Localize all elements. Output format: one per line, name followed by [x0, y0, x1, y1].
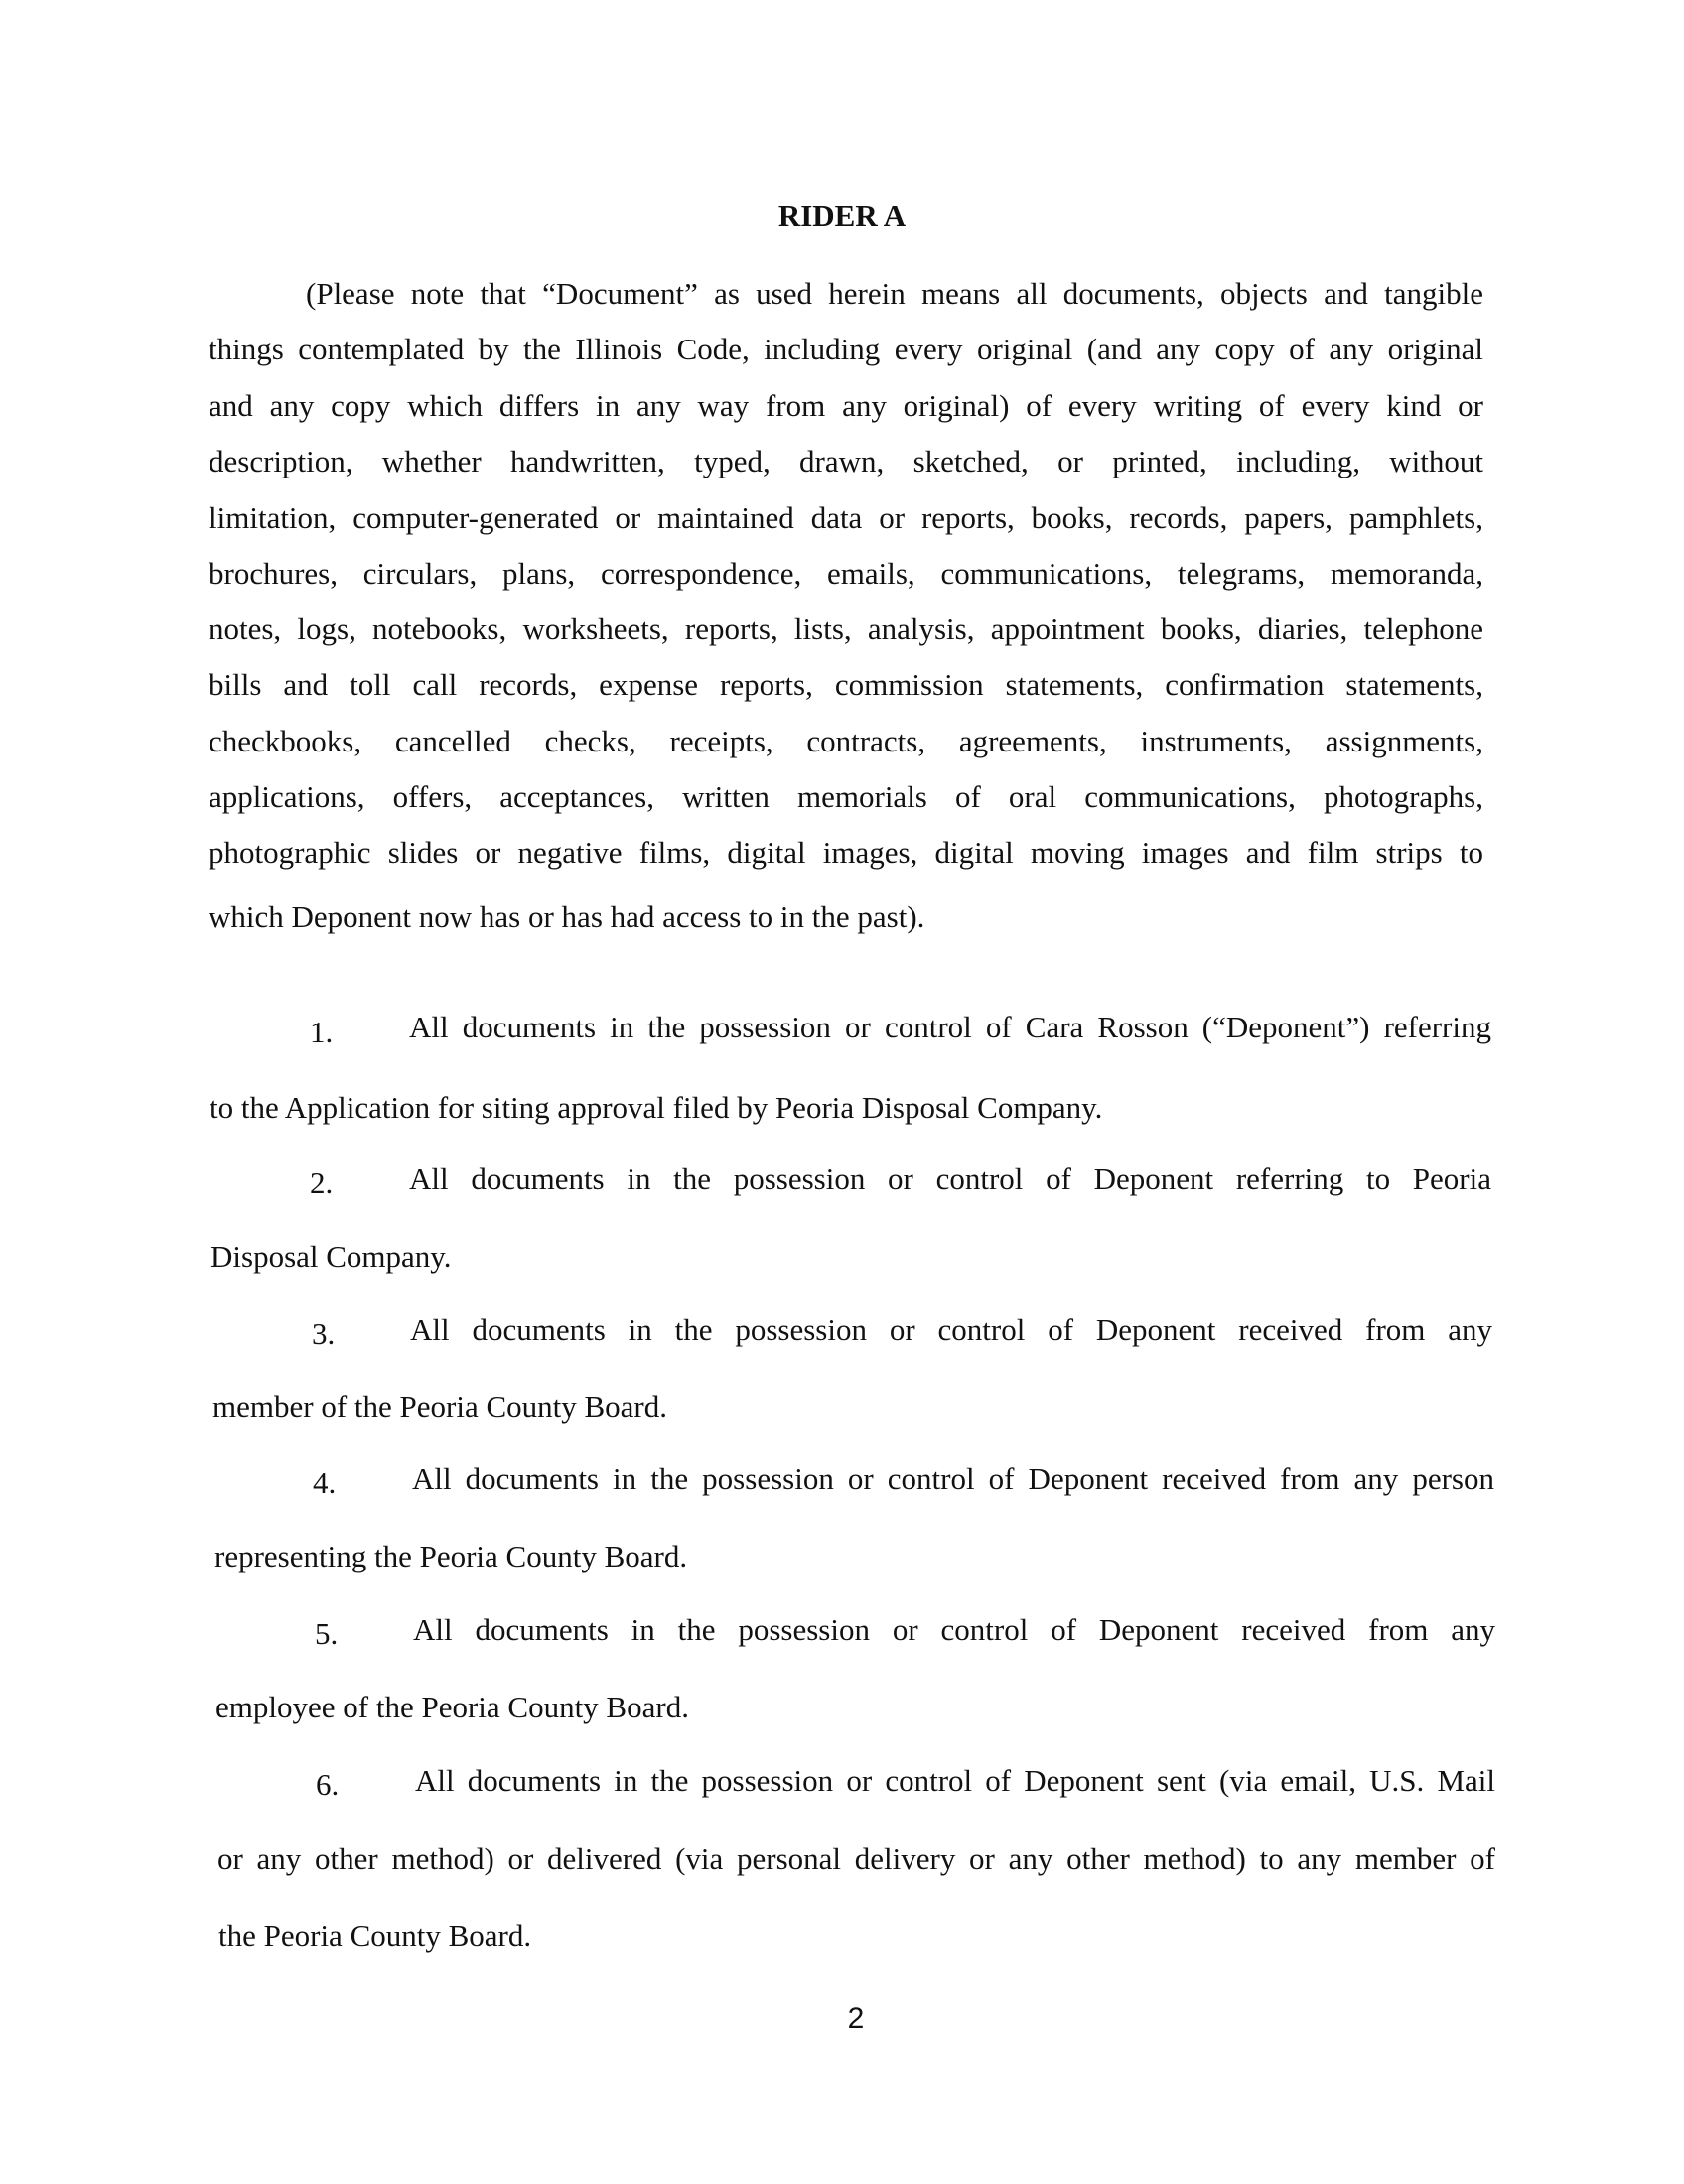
item-text: member of the Peoria County Board. [212, 1389, 668, 1424]
item-text: All documents in the possession or control of Deponent received from any person [412, 1461, 1494, 1496]
item-number: 6. [316, 1767, 340, 1802]
paragraph-line: checkbooks, cancelled checks, receipts, contracts, agreements, instruments, assignments, [209, 724, 1483, 758]
item-number: 3. [312, 1316, 336, 1351]
item-text: All documents in the possession or control of Deponent sent (via email, U.S. Mail [415, 1763, 1495, 1798]
page-number: 2 [847, 2002, 865, 2035]
item-text: or any other method) or delivered (via personal delivery or any other method) to any member of [217, 1842, 1495, 1876]
item-text: All documents in the possession or control of Cara Rosson (“Deponent”) referring [409, 1010, 1491, 1044]
paragraph-line: brochures, circulars, plans, correspondence, emails, communications, telegrams, memoranda, [209, 556, 1483, 591]
paragraph-line: description, whether handwritten, typed, drawn, sketched, or printed, including, without [209, 444, 1483, 478]
item-text: Disposal Company. [210, 1239, 452, 1274]
paragraph-line: and any copy which differs in any way from any original) of every writing of every kind or [209, 388, 1483, 423]
item-text: employee of the Peoria County Board. [215, 1690, 689, 1724]
document-title: RIDER A [777, 199, 907, 233]
paragraph-line: photographic slides or negative films, digital images, digital moving images and film strips to [209, 835, 1483, 870]
item-number: 4. [313, 1465, 337, 1500]
paragraph-line: which Deponent now has or has had access to in the past). [209, 899, 925, 934]
paragraph-line: notes, logs, notebooks, worksheets, reports, lists, analysis, appointment books, diaries, telephone [209, 612, 1483, 646]
paragraph-line: bills and toll call records, expense reports, commission statements, confirmation statements, [209, 667, 1483, 702]
item-text: to the Application for siting approval filed by Peoria Disposal Company. [210, 1090, 1103, 1125]
item-number: 2. [310, 1165, 334, 1200]
item-number: 5. [315, 1616, 339, 1651]
paragraph-line: things contemplated by the Illinois Code, including every original (and any copy of any original [209, 332, 1483, 366]
item-number: 1. [310, 1015, 334, 1049]
paragraph-line: applications, offers, acceptances, written memorials of oral communications, photographs, [209, 779, 1483, 814]
item-text: the Peoria County Board. [218, 1918, 532, 1953]
paragraph-line: (Please note that “Document” as used herein means all documents, objects and tangible [306, 276, 1483, 311]
item-text: All documents in the possession or control of Deponent received from any [410, 1312, 1492, 1347]
item-text: All documents in the possession or control of Deponent received from any [413, 1612, 1495, 1647]
item-text: All documents in the possession or control of Deponent referring to Peoria [409, 1161, 1491, 1196]
item-text: representing the Peoria County Board. [214, 1539, 688, 1573]
paragraph-line: limitation, computer-generated or maintained data or reports, books, records, papers, pamphlets, [209, 500, 1483, 535]
